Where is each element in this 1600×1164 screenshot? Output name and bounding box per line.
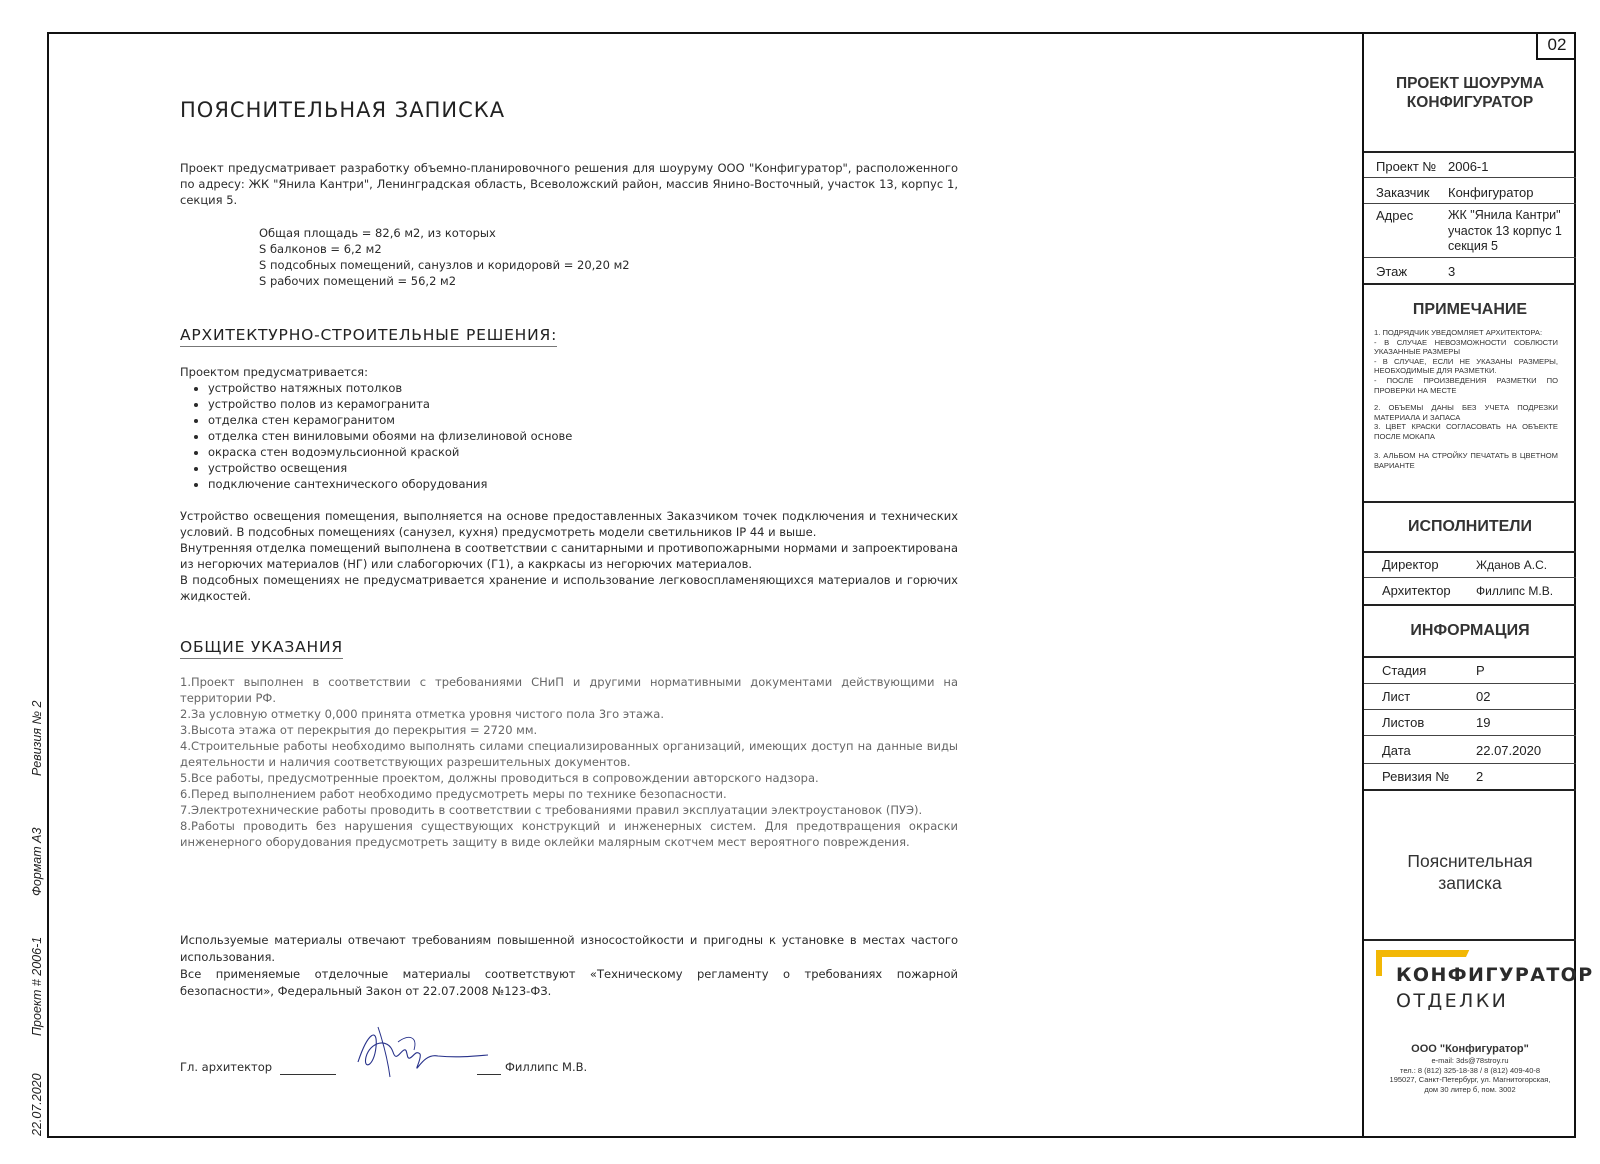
general-item: 8.Работы проводить без нарушения существующих конструкций и инженерных систем. Для предотвращения окраски инженерного оборудования предусмотреть защиту в виде оклейки малярным скотчем мест вероятного повреждения. [180, 819, 958, 849]
meta-label: Заказчик [1376, 185, 1430, 200]
executor-label: Директор [1382, 557, 1439, 572]
general-item: 7.Электротехнические работы проводить в соответствии с требованиями правил эксплуатации электроустановок (ПУЭ). [180, 803, 923, 817]
divider [1364, 656, 1576, 658]
meta-value: 2006-1 [1448, 159, 1489, 174]
sheet-name [1364, 850, 1576, 894]
area-line: S балконов = 6,2 м2 [259, 242, 382, 256]
intro-paragraph: Проект предусматривает разработку объемно-планировочного решения для шоуруму ООО "Конфигуратор", расположенного по адресу: ЖК "Янила Кантри", Ленинградская область, Всеволожский район, массив Янино-Восточный, участок 13, корпус 1, секция 5. [180, 161, 958, 207]
logo-accent-bar [1376, 950, 1382, 976]
general-item: 1.Проект выполнен в соответствии с требованиями СНиП и другими нормативными документами действующими на территории РФ. [180, 675, 958, 705]
project-title [1364, 74, 1576, 112]
company-phone: тел.: 8 (812) 325-18-38 / 8 (812) 409-40-8 [1399, 1065, 1541, 1075]
general-list [180, 674, 958, 850]
list-item: • отделка стен виниловыми обоями на флизелиновой основе [208, 428, 958, 444]
general-item: 3.Высота этажа от перекрытия до перекрытия = 2720 мм. [180, 723, 538, 737]
company-logo [1376, 950, 1594, 1022]
sheet-name-line: Пояснительная [1407, 851, 1533, 871]
divider [1364, 577, 1576, 578]
arch-paragraph: Внутренняя отделка помещений выполнена в соответствии с санитарными и противопожарными нормами и запроектирована из негорючих материалов (НГ) или слабогорючих (Г1), а какркасы из негорючих материалов. [180, 541, 958, 571]
side-label-project: Проект # 2006-1 [30, 936, 44, 1036]
arch-text-block [180, 508, 958, 604]
side-label-format: Формат А3 [30, 827, 44, 896]
company-address: 195027, Санкт-Петербург, ул. Магнитогорская, [1389, 1075, 1551, 1084]
divider [1364, 604, 1576, 606]
divider [1364, 551, 1576, 553]
list-item: • окраска стен водоэмульсионной краской [208, 444, 958, 460]
arch-list-block [180, 364, 958, 492]
areas-block [259, 225, 759, 289]
arch-heading: АРХИТЕКТУРНО-СТРОИТЕЛЬНЫЕ РЕШЕНИЯ: [180, 326, 557, 347]
divider [1364, 735, 1576, 736]
general-item: 5.Все работы, предусмотренные проектом, должны проводиться в сопровождении авторского надзора. [180, 771, 819, 785]
signature-name: Филлипс М.В. [505, 1060, 588, 1074]
area-line: Общая площадь = 82,6 м2, из которых [259, 226, 496, 240]
signature-row [180, 1052, 800, 1092]
list-item: • устройство полов из керамогранита [208, 396, 958, 412]
divider [1364, 763, 1576, 764]
info-heading: ИНФОРМАЦИЯ [1410, 622, 1530, 639]
divider [1364, 283, 1576, 285]
area-line: S рабочих помещений = 56,2 м2 [259, 274, 457, 288]
executor-label: Архитектор [1382, 583, 1451, 598]
note-1: 1. ПОДРЯДЧИК УВЕДОМЛЯЕТ АРХИТЕКТОРА: - В СЛУЧАЕ НЕВОЗМОЖНОСТИ СОБЛЮСТИ УКАЗАННЫЕ РАЗМЕРЫ - В СЛУЧАЕ, ЕСЛИ НЕ УКАЗАНЫ РАЗМЕРЫ, НЕОБХОДИМЫЕ ДЛЯ РАЗМЕТКИ. - ПОСЛЕ ПРОИЗВЕДЕНИЯ РАЗМЕТКИ ПО ПРОВЕРКИ НА МЕСТЕ [1374, 328, 1558, 395]
info-value: Р [1476, 663, 1485, 678]
info-label: Лист [1382, 689, 1411, 704]
general-heading: ОБЩИЕ УКАЗАНИЯ [180, 638, 343, 659]
meta-label: Адрес [1376, 208, 1414, 223]
company-name: ООО "Конфигуратор" [1411, 1043, 1529, 1055]
side-label-revision: Ревизия № 2 [30, 700, 44, 776]
executor-value: Жданов А.С. [1476, 558, 1548, 572]
meta-value: Конфигуратор [1448, 185, 1534, 200]
divider [1364, 501, 1576, 503]
logo-accent-bar [1376, 950, 1469, 957]
signature-underline [280, 1074, 336, 1075]
arch-list [180, 380, 958, 492]
project-title-line: КОНФИГУРАТОР [1406, 94, 1534, 111]
materials-paragraph: Используемые материалы отвечают требованиям повышенной износостойкости и пригодны к установке в местах частого использования. [180, 933, 958, 964]
list-item: • устройство освещения [208, 460, 958, 476]
divider [1364, 257, 1576, 258]
meta-value: 3 [1448, 264, 1456, 279]
arch-paragraph: В подсобных помещениях не предусматривается хранение и использование легковоспламеняющихся материалов и горючих жидкостей. [180, 573, 958, 603]
title-block [1362, 32, 1594, 1138]
meta-label: Этаж [1376, 264, 1408, 279]
info-label: Ревизия № [1382, 769, 1450, 784]
company-email: e-mail: 3ds@78stroy.ru [1431, 1056, 1509, 1065]
info-value: 22.07.2020 [1476, 743, 1542, 758]
area-line: S подсобных помещений, санузлов и коридоровй = 20,20 м2 [259, 258, 630, 272]
executors-heading: ИСПОЛНИТЕЛИ [1407, 518, 1533, 535]
signature-role: Гл. архитектор [180, 1060, 273, 1074]
divider [1364, 709, 1576, 710]
info-value: 02 [1476, 689, 1491, 704]
arch-lead: Проектом предусматривается: [180, 365, 368, 379]
executor-value: Филлипс М.В. [1476, 584, 1554, 598]
note-3: 3. АЛЬБОМ НА СТРОЙКУ ПЕЧАТАТЬ В ЦВЕТНОМ ВАРИАНТЕ [1374, 451, 1558, 470]
info-label: Дата [1382, 743, 1411, 758]
general-item: 2.За условную отметку 0,000 принята отметка уровня чистого пола 3го этажа. [180, 707, 664, 721]
list-item: • подключение сантехнического оборудования [208, 476, 958, 492]
list-item: • отделка стен керамогранитом [208, 412, 958, 428]
divider [1364, 939, 1576, 941]
divider [1364, 203, 1576, 204]
signature-scribble [348, 1022, 498, 1082]
meta-value: ЖК "Янила Кантри" участок 13 корпус 1 секция 5 [1448, 208, 1562, 253]
meta-label: Проект № [1376, 159, 1437, 174]
divider [1364, 177, 1576, 178]
note-2: 2. ОБЪЕМЫ ДАНЫ БЕЗ УЧЕТА ПОДРЕЗКИ МАТЕРИАЛА И ЗАПАСА 3. ЦВЕТ КРАСКИ СОГЛАСОВАТЬ НА ОБЪЕКТЕ ПОСЛЕ МОКАПА [1374, 403, 1558, 441]
logo-text-line2: ОТДЕЛКИ [1396, 990, 1509, 1012]
info-label: Стадия [1382, 663, 1427, 678]
company-info [1364, 1042, 1576, 1094]
company-address: дом 30 литер б, пом. 3002 [1424, 1084, 1516, 1094]
arch-paragraph: Устройство освещения помещения, выполняется на основе предоставленных Заказчиком точек подключения и технических условий. В подсобных помещениях (санузел, кухня) предусмотреть модели светильников IP 44 и выше. [180, 509, 958, 539]
signature-underline [477, 1074, 501, 1075]
notes-heading: ПРИМЕЧАНИЕ [1412, 301, 1528, 318]
divider [1364, 151, 1576, 153]
general-item: 6.Перед выполнением работ необходимо предусмотреть меры по технике безопасности. [180, 787, 727, 801]
side-label-date: 22.07.2020 [30, 1073, 44, 1136]
materials-block [180, 932, 958, 1000]
page-number: 02 [1536, 32, 1576, 60]
sheet-name-line: записка [1438, 873, 1502, 893]
info-label: Листов [1382, 715, 1425, 730]
list-item: • устройство натяжных потолков [208, 380, 958, 396]
logo-text-line1: КОНФИГУРАТОР [1396, 964, 1594, 986]
divider [1364, 789, 1576, 791]
divider [1364, 683, 1576, 684]
general-item: 4.Строительные работы необходимо выполнять силами специализированных организаций, имеющих доступ на данные виды деятельности и наличия соответствующих разрешительных документов. [180, 739, 958, 769]
info-value: 19 [1476, 715, 1491, 730]
project-title-line: ПРОЕКТ ШОУРУМА [1395, 75, 1545, 92]
info-value: 2 [1476, 769, 1484, 784]
document-title: ПОЯСНИТЕЛЬНАЯ ЗАПИСКА [180, 98, 506, 122]
materials-paragraph: Все применяемые отделочные материалы соответствуют «Техническому регламенту о требованиях пожарной безопасности», Федеральный Закон от 22.07.2008 №123-ФЗ. [180, 967, 958, 998]
